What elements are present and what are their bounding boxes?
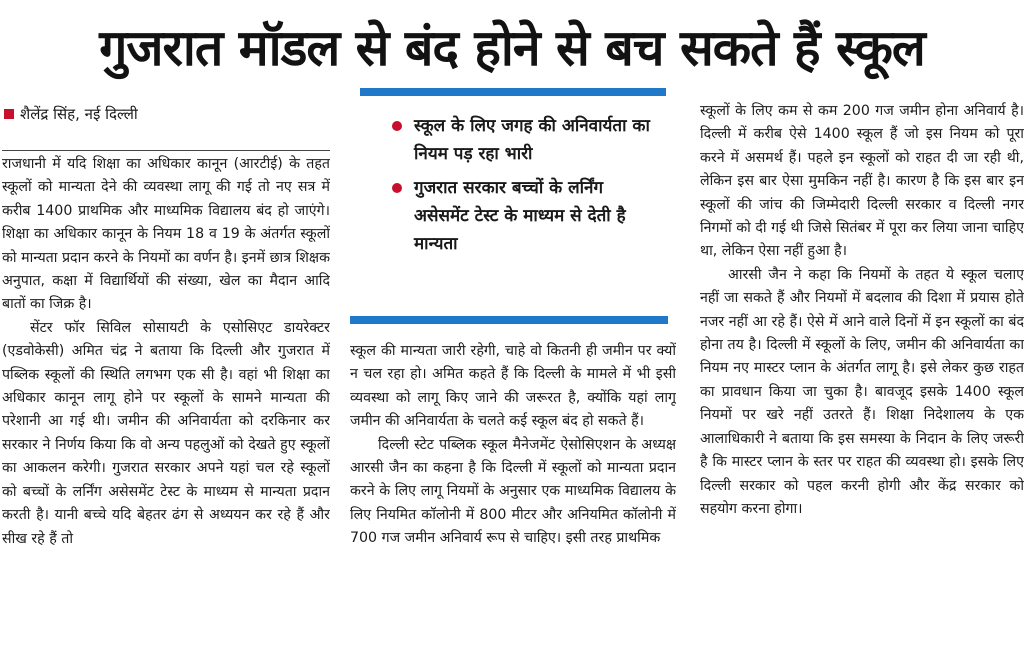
- byline-marker-icon: [4, 109, 14, 119]
- article-column-2: [350, 340, 676, 662]
- paragraph: दिल्ली स्टेट पब्लिक स्कूल मैनेजमेंट ऐसोसिएशन के अध्यक्ष आरसी जैन का कहना है कि दिल्ली में स्कूलों को मान्यता प्रदान करने के लिए लागू नियमों के अनुसार एक माध्यमिक विद्यालय के लिए नियमित कॉलोनी में 800 मीटर और अनियमित कॉलोनी में 700 गज जमीन अनिवार्य रूप से चाहिए। इसी तरह प्राथमिक: [350, 436, 676, 547]
- paragraph: राजधानी में यदि शिक्षा का अधिकार कानून (आरटीई) के तहत स्कूलों को मान्यता देने की व्यवस्था लागू की गई तो नए सत्र में करीब 1400 प्राथमिक और माध्यमिक विद्यालय बंद हो जाएंगे। शिक्षा का अधिकार कानून के नियम 18 व 19 के अंतर्गत स्कूलों को मान्यता प्रदान करने के नियमों का वर्णन है। इनमें छात्र शिक्षक अनुपात, कक्षा में विद्यार्थियों की संख्या, खेल का मैदान आदि बातों का जिक्र है।: [2, 156, 330, 313]
- article-column-1: [2, 150, 330, 663]
- highlights-bottom-rule: [350, 316, 668, 324]
- byline: [4, 101, 334, 127]
- paragraph: स्कूलों के लिए कम से कम 200 गज जमीन होना अनिवार्य है। दिल्ली में करीब ऐसे 1400 स्कूल हैं जो इस नियम को पूरा करने में असमर्थ हैं। पहले इन स्कूलों को राहत दी जा रही थी, लेकिन इस बार ऐसा मुमकिन नहीं है। कारण है कि इस बार इन स्कूलों की जांच की जिम्मेदारी दिल्ली सरकार व दिल्ली नगर निगमों को दी गई थी जिसे सितंबर में पूरा कर लिया जाना चाहिए था, लेकिन ऐसा नहीं हुआ है।: [700, 103, 1024, 260]
- bullet-icon: [392, 183, 402, 193]
- byline-text: शैलेंद्र सिंह, नई दिल्ली: [20, 105, 138, 123]
- paragraph: स्कूल की मान्यता जारी रहेगी, चाहे वो कितनी ही जमीन पर क्यों न चल रहा हो। अमित कहते हैं कि दिल्ली के मामले में भी इसी व्यवस्था को लागू किए जाने की जरूरत है, क्योंकि यहां लागू जमीन की अनिवार्यता के चलते कई स्कूल बंद हो सकते हैं।: [350, 343, 676, 430]
- highlight-item: [390, 174, 660, 258]
- highlights-list: [390, 112, 660, 264]
- highlight-text: गुजरात सरकार बच्चों के लर्निंग असेसमेंट टेस्ट के माध्यम से देती है मान्यता: [414, 178, 626, 254]
- bullet-icon: [392, 121, 402, 131]
- highlights-box: [360, 88, 666, 326]
- headline: गुजरात मॉडल से बंद होने से बच सकते हैं स्कूल: [99, 19, 925, 77]
- highlight-item: [390, 112, 660, 168]
- article-column-3: [700, 100, 1024, 660]
- highlights-top-rule: [360, 88, 666, 96]
- paragraph: सेंटर फॉर सिविल सोसायटी के एसोसिएट डायरेक्टर (एडवोकेसी) अमित चंद्र ने बताया कि दिल्ली और गुजरात में पब्लिक स्कूलों की स्थिति लगभग एक सी है। वहां भी शिक्षा का अधिकार कानून लागू होने पर स्कूलों के सामने मान्यता की परेशानी आ गई थी। जमीन की अनिवार्यता को दरकिनार कर सरकार ने निर्णय किया कि वो अन्य पहलुओं को देखते हुए स्कूलों का आकलन करेगी। गुजरात सरकार अपने यहां चल रहे स्कूलों को बच्चों के लर्निंग असेसमेंट टेस्ट के माध्यम से मान्यता प्रदान करती है। यानी बच्चे यदि बेहतर ढंग से अध्ययन कर रहे हैं और सीख रहे हैं तो: [2, 319, 330, 547]
- highlight-text: स्कूल के लिए जगह की अनिवार्यता का नियम पड़ रहा भारी: [414, 116, 650, 164]
- paragraph: आरसी जैन ने कहा कि नियमों के तहत ये स्कूल चलाए नहीं जा सकते हैं और नियमों में बदलाव की दिशा में प्रयास होते नजर नहीं आ रहे हैं। ऐसे में आने वाले दिनों में इन स्कूलों का बंद होना तय है। दिल्ली में स्कूलों के लिए, जमीन की अनिवार्यता का नियम नए मास्टर प्लान के अंतर्गत लागू है। इसे लेकर कुछ राहत का प्रावधान किया जा चुका है। बावजूद इसके 1400 स्कूल नियमों पर खरे नहीं उतरते हैं। शिक्षा निदेशालय के एक आलाधिकारी ने बताया कि इस समस्या के निदान के लिए जरूरी है कि मास्टर प्लान के स्तर पर राहत की व्यवस्था हो। इसके लिए दिल्ली सरकार को पहल करनी होगी और केंद्र सरकार को सहयोग करना होगा।: [700, 266, 1024, 517]
